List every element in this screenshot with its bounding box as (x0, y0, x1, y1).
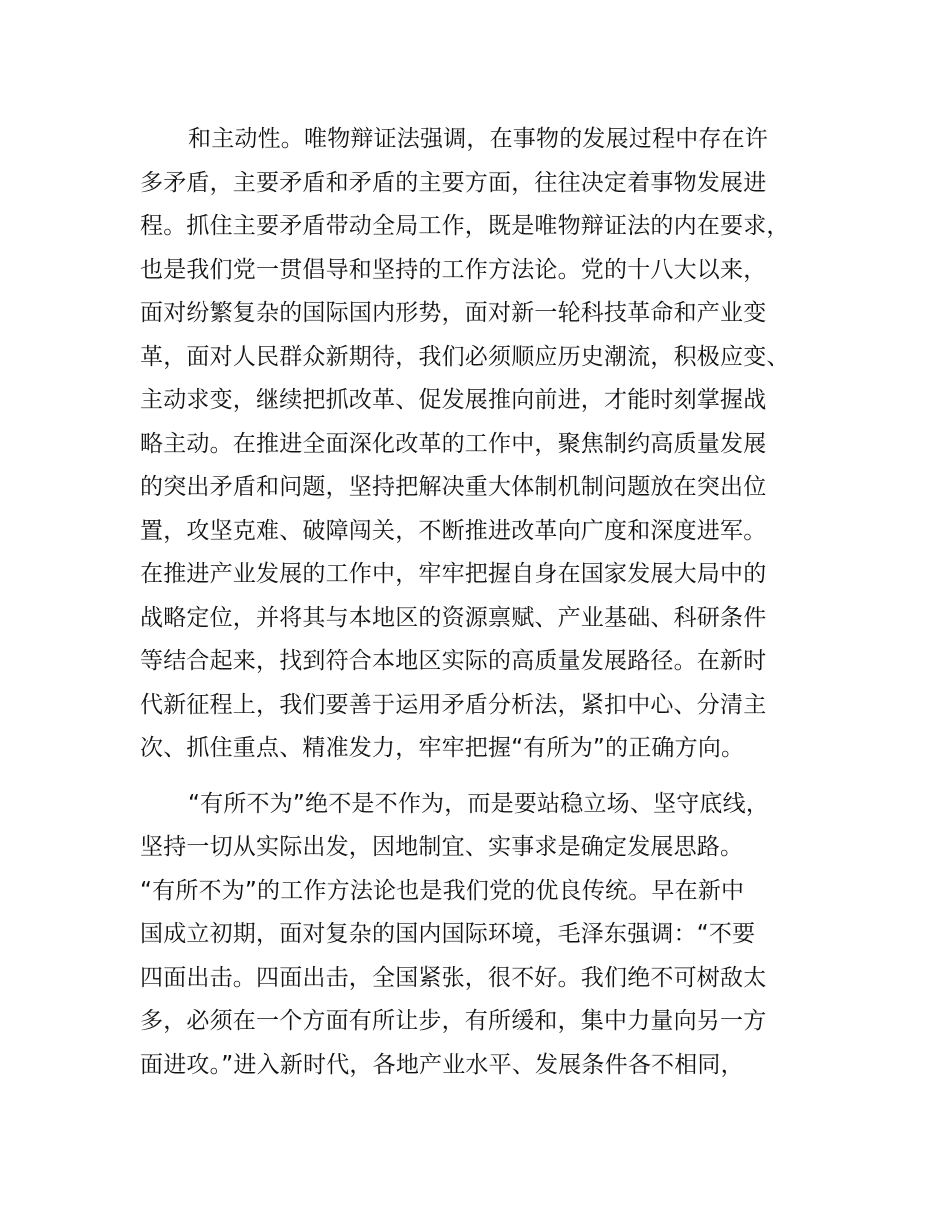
text-line: 革，面对人民群众新期待，我们必须顺应历史潮流，积极应变、 (140, 343, 790, 370)
paragraph-2 (140, 783, 840, 1088)
text-line: 面对纷繁复杂的国际国内形势，面对新一轮科技革命和产业变 (140, 300, 767, 326)
text-line: 等结合起来，找到符合本地区实际的高质量发展路径。在新时 (140, 648, 767, 674)
body-text (140, 118, 840, 1087)
text-line: 国成立初期，面对复杂的国内国际环境，毛泽东强调：“不要 (140, 921, 756, 947)
text-line: “有所不为”的工作方法论也是我们党的优良传统。早在新中 (140, 877, 745, 904)
text-line: 多矛盾，主要矛盾和矛盾的主要方面，往往决定着事物发展进 (140, 169, 767, 196)
text-line: 次、抓住重点、精准发力，牢牢把握“有所为”的正确方向。 (140, 735, 745, 761)
text-line: 的突出矛盾和问题，坚持把解决重大体制机制问题放在突出位 (140, 474, 767, 500)
text-line: 置，攻坚克难、破障闯关，不断推进改革向广度和深度进军。 (140, 517, 767, 544)
text-line: 坚持一切从实际出发，因地制宜、实事求是确定发展思路。 (140, 834, 744, 860)
text-line: 四面出击。四面出击，全国紧张，很不好。我们绝不可树敌太 (140, 964, 767, 991)
text-line: 略主动。在推进全面深化改革的工作中，聚焦制约高质量发展 (140, 430, 767, 457)
text-line: 和主动性。唯物辩证法强调，在事物的发展过程中存在许 (188, 126, 768, 152)
text-line: 在推进产业发展的工作中，牢牢把握自身在国家发展大局中的 (140, 561, 767, 587)
text-line: 代新征程上，我们要善于运用矛盾分析法，紧扣中心、分清主 (140, 691, 767, 718)
text-line: 主动求变，继续把抓改革、促发展推向前进，才能时刻掌握战 (140, 387, 767, 413)
text-line: “有所不为”绝不是不作为，而是要站稳立场、坚守底线， (188, 790, 770, 817)
text-line: 战略定位，并将其与本地区的资源禀赋、产业基础、科研条件 (140, 604, 767, 631)
text-line: 面进攻。”进入新时代，各地产业水平、发展条件各不相同， (140, 1051, 744, 1078)
text-line: 多，必须在一个方面有所让步，有所缓和，集中力量向另一方 (140, 1008, 767, 1034)
paragraph-1 (140, 118, 840, 771)
paragraph-spacing (140, 771, 840, 783)
text-line: 也是我们党一贯倡导和坚持的工作方法论。党的十八大以来， (140, 256, 767, 283)
text-line: 程。抓住主要矛盾带动全局工作，既是唯物辩证法的内在要求， (140, 213, 790, 239)
